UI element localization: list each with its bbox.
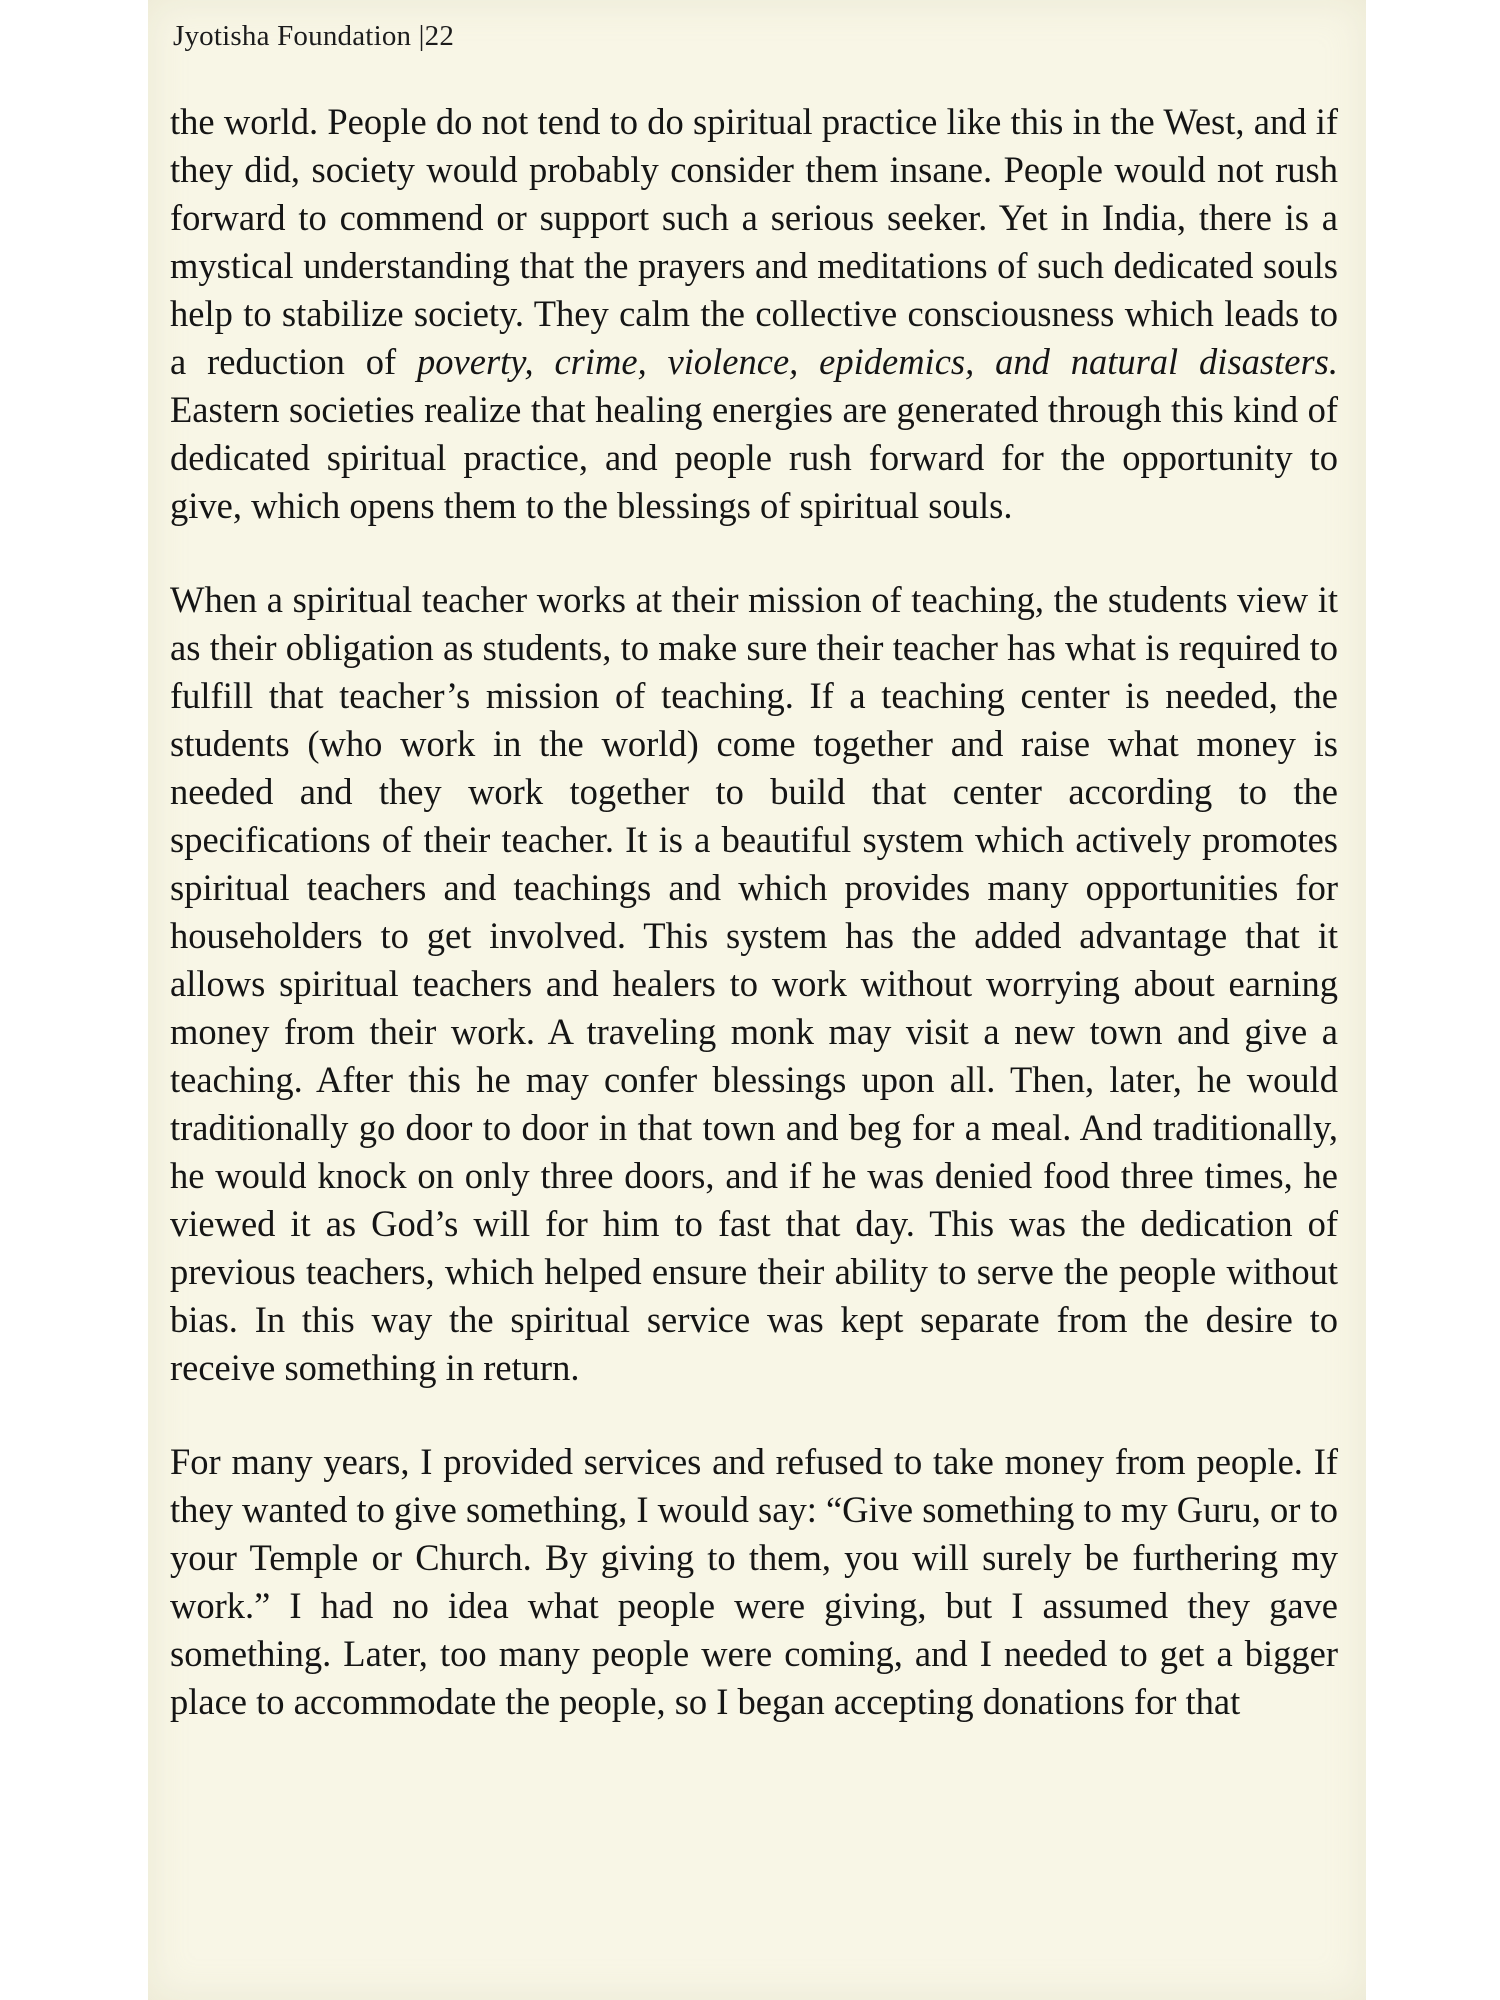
paragraph-1-text-end: Eastern societies realize that healing energies are generated through this kind of dedicated spiritual practice, and people rush forward for the opportunity to give, which opens them to the blessings of spiritual souls. — [170, 389, 1338, 526]
paragraph-1 — [170, 98, 1338, 530]
paragraph-2: When a spiritual teacher works at their mission of teaching, the students view it as their obligation as students, to make sure their teacher has what is required to fulfill that teacher’s mission of teaching. If a teaching center is needed, the students (who work in the world) come together and raise what money is needed and they work together to build that center according to the specifications of their teacher. It is a beautiful system which actively promotes spiritual teachers and teachings and which provides many opportunities for householders to get involved. This system has the added advantage that it allows spiritual teachers and healers to work without worrying about earning money from their work. A traveling monk may visit a new town and give a teaching. After this he may confer blessings upon all. Then, later, he would traditionally go door to door in that town and beg for a meal. And traditionally, he would knock on only three doors, and if he was denied food three times, he viewed it as God’s will for him to fast that day. This was the dedication of previous teachers, which helped ensure their ability to serve the people without bias. In this way the spiritual service was kept separate from the desire to receive something in return. — [170, 579, 1338, 1388]
running-head: Jyotisha Foundation |22 — [173, 20, 455, 52]
body-text — [170, 98, 1338, 1726]
paragraph-3: For many years, I provided services and refused to take money from people. If they wanted to give something, I would say: “Give something to my Guru, or to your Temple or Church. By giving to them, you will surely be furthering my work.” I had no idea what people were giving, but I assumed they gave something. Later, too many people were coming, and I needed to get a bigger place to accommodate the people, so I began accepting donations for that — [170, 1441, 1338, 1722]
paragraph-1-text-start: the world. People do not tend to do spiritual practice like this in the West, and if they did, society would probably consider them insane. People would not rush forward to commend or support such a serious seeker. Yet in India, there is a mystical understanding that the prayers and meditations of such dedicated souls help to stabilize society. They calm the collective consciousness which leads to a reduction of — [170, 101, 1338, 382]
book-page — [148, 0, 1366, 2000]
paragraph-1-italic-list: poverty, crime, violence, epidemics, and natural disasters. — [417, 341, 1338, 382]
